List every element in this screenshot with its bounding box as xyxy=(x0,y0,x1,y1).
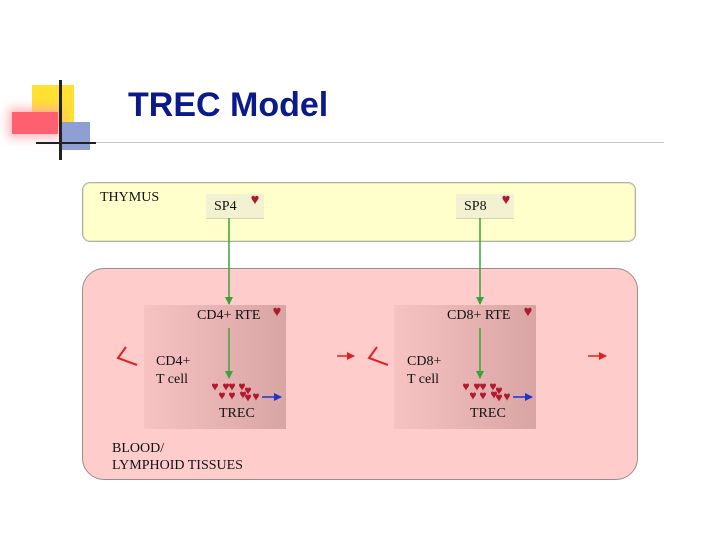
cd4-rte-label: CD4+ RTE xyxy=(197,308,261,323)
cd8-trec-cluster xyxy=(463,384,510,403)
sp4-heart-icon xyxy=(251,196,258,205)
cd8-trec-label: TREC xyxy=(470,406,506,421)
cd8-division-icon xyxy=(369,347,388,365)
cd4-trec-label: TREC xyxy=(219,406,255,421)
cd4-division-icon xyxy=(118,347,137,365)
cd4-rte-heart-icon xyxy=(273,308,280,317)
page-title: TREC Model xyxy=(128,86,329,124)
cd4-tcell-label: CD4+ T cell xyxy=(156,354,191,387)
thymus-label: THYMUS xyxy=(100,190,160,205)
sp8-label: SP8 xyxy=(464,199,487,214)
cd8-rte-heart-icon xyxy=(524,308,531,317)
cd4-trec-cluster xyxy=(212,384,259,403)
cd8-tcell-label: CD8+ T cell xyxy=(407,354,442,387)
blood-label: BLOOD/ LYMPHOID TISSUES xyxy=(112,441,243,473)
sp8-heart-icon xyxy=(502,196,509,205)
cd8-rte-label: CD8+ RTE xyxy=(447,308,511,323)
sp4-label: SP4 xyxy=(214,199,237,214)
